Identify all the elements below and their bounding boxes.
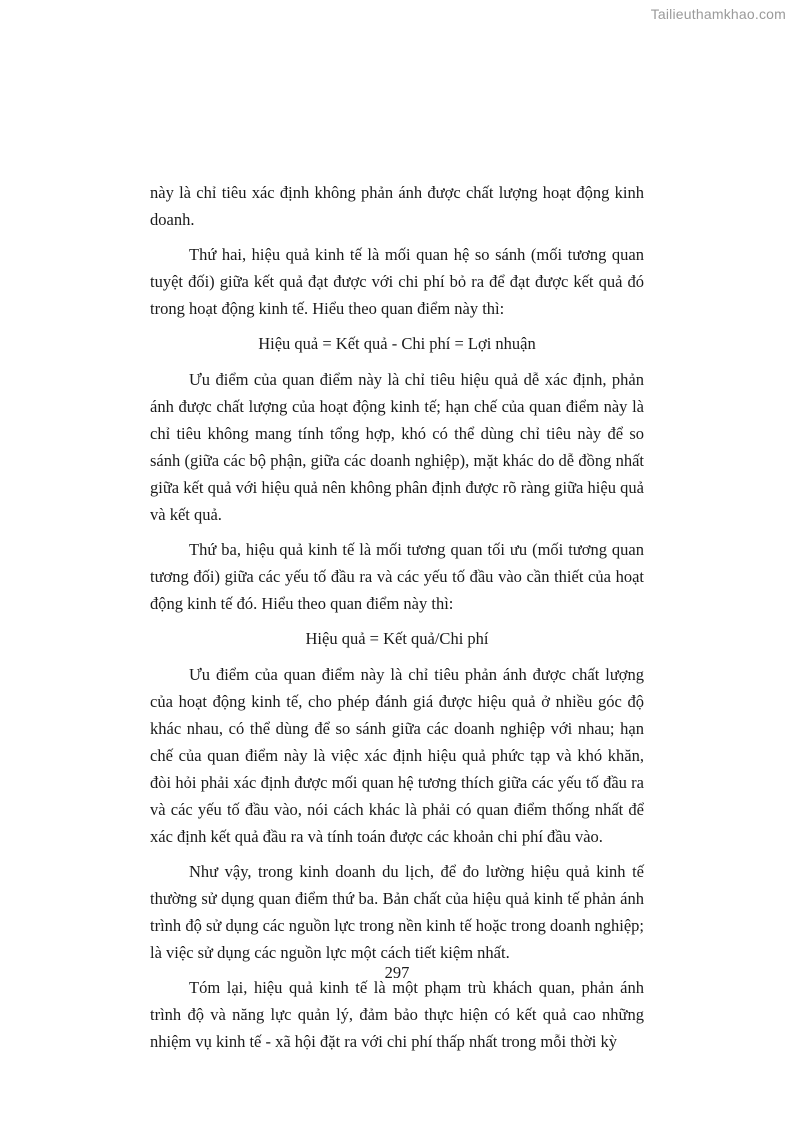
- paragraph-continuation: này là chỉ tiêu xác định không phản ánh được chất lượng hoạt động kinh doanh.: [150, 183, 644, 229]
- paragraph-third-view-evaluation: Ưu điểm của quan điểm này là chỉ tiêu phản ánh được chất lượng của hoạt động kinh tế, cho phép đánh giá được hiệu quả ở nhiều góc độ khác nhau, có thể dùng để so sánh giữa các doanh nghiệp với nhau; hạn chế của quan điểm này là việc xác định hiệu quả phức tạp và khó khăn, đòi hỏi phải xác định được mối quan hệ tương thích giữa các yếu tố đầu ra và các yếu tố đầu vào, nói cách khác là phải có quan điểm thống nhất để xác định kết quả đầu ra và tính toán được các khoản chi phí đầu vào.: [150, 665, 644, 846]
- paragraph-second-view: Thứ hai, hiệu quả kinh tế là mối quan hệ so sánh (mối tương quan tuyệt đối) giữa kết quả đạt được với chi phí bỏ ra để đạt được kết quả đó trong hoạt động kinh tế. Hiểu theo quan điểm này thì:: [150, 245, 644, 318]
- formula-profit: Hiệu quả = Kết quả - Chi phí = Lợi nhuận: [258, 334, 536, 353]
- paragraph-third-view: Thứ ba, hiệu quả kinh tế là mối tương quan tối ưu (mối tương quan tương đối) giữa các yếu tố đầu ra và các yếu tố đầu vào cần thiết của hoạt động kinh tế đó. Hiểu theo quan điểm này thì:: [150, 540, 644, 613]
- paragraph-second-view-evaluation: Ưu điểm của quan điểm này là chỉ tiêu hiệu quả dễ xác định, phản ánh được chất lượng của hoạt động kinh tế; hạn chế của quan điểm này là chỉ tiêu không mang tính tổng hợp, khó có thể dùng chỉ tiêu này để so sánh (giữa các bộ phận, giữa các doanh nghiệp), mặt khác do dễ đồng nhất giữa kết quả với hiệu quả nên không phân định được rõ ràng giữa hiệu quả và kết quả.: [150, 370, 644, 524]
- page-number: 297: [384, 963, 410, 982]
- page-body: [150, 179, 644, 1063]
- paragraph-summary: Tóm lại, hiệu quả kinh tế là một phạm trù khách quan, phản ánh trình độ và năng lực quản lý, đảm bảo thực hiện có kết quả cao những nhiệm vụ kinh tế - xã hội đặt ra với chi phí thấp nhất trong mỗi thời kỳ: [150, 978, 644, 1051]
- watermark-text: Tailieuthamkhao.com: [650, 6, 786, 22]
- formula-ratio: Hiệu quả = Kết quả/Chi phí: [305, 629, 489, 648]
- paragraph-tourism-application: Như vậy, trong kinh doanh du lịch, để đo lường hiệu quả kinh tế thường sử dụng quan điểm thứ ba. Bản chất của hiệu quả kinh tế phản ánh trình độ sử dụng các nguồn lực trong nền kinh tế hoặc trong doanh nghiệp; là việc sử dụng các nguồn lực một cách tiết kiệm nhất.: [150, 862, 644, 962]
